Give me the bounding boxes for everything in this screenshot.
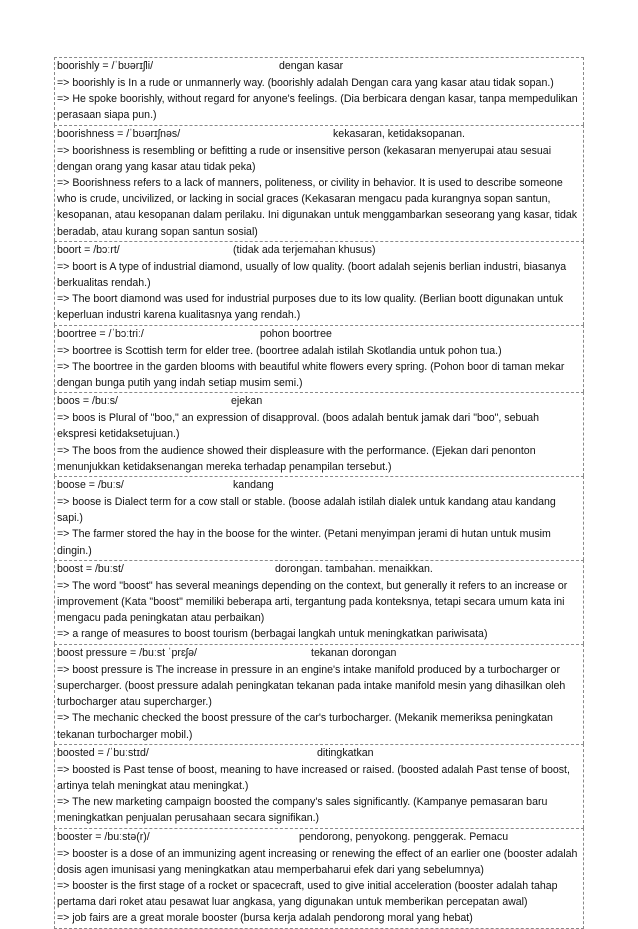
dictionary-entry [54,828,584,929]
dictionary-entry [54,392,584,476]
entry-term: boort = /bɔːrt/ [57,243,120,256]
dictionary-entry [54,57,584,125]
entry-term: boose = /buːs/ [57,479,124,492]
entry-line: => job fairs are a great morale booster (bursa kerja adalah pendorong moral yang hebat) [57,912,473,925]
entry-line: => boose is Dialect term for a cow stall or stable. (boose adalah istilah dialek untuk kandang atau kandang sapi.) [57,496,556,525]
entry-line: => The new marketing campaign boosted the company's sales significantly. (Kampanye pemasaran baru meningkatkan penjualan perusahaan secara signifikan.) [57,796,548,825]
dictionary-entry [54,560,584,644]
entry-line: => The mechanic checked the boost pressure of the car's turbocharger. (Mekanik memeriksa peningkatan tekanan turbocharger mobil.) [57,712,553,741]
entry-heading [57,326,581,343]
entry-heading [57,477,581,494]
entry-line: => boort is A type of industrial diamond, usually of low quality. (boort adalah sejenis berlian industri, biasanya berkualitas rendah.) [57,260,567,290]
entry-heading [57,126,581,143]
entry-heading [57,393,581,410]
dictionary-entry [54,476,584,560]
entry-line: => boorishness is resembling or befitting a rude or insensitive person (kekasaran menyerupai atau sesuai dengan orang yang kasar atau tidak peka) [57,144,552,173]
entry-line: => The boort diamond was used for industrial purposes due to its low quality. (Berlian boott digunakan untuk keperluan industri karena kualitasnya yang rendah.) [57,293,564,322]
entry-line: => booster is the first stage of a rocket or spacecraft, used to give initial acceleration (booster adalah tahap pertama dari roket atau pesawat luar angkasa, yang digunakan untuk memberikan percepatan awal) [57,879,558,909]
entry-meaning: pohon boortree [260,327,332,340]
entry-line: => The word "boost" has several meanings depending on the context, but generally it refers to an increase or improvement (Kata "boost" memiliki beberapa arti, tergantung pada konteksnya, tetapi secara umum kata ini mengacu pada peningkatan atau perbaikan) [57,579,568,625]
entry-meaning: kekasaran, ketidaksopanan. [333,127,465,140]
entry-meaning: tekanan dorongan [311,646,397,659]
entry-meaning: ditingkatkan [317,746,374,759]
entry-heading [57,561,581,578]
entry-meaning: ejekan [231,395,263,408]
dictionary-entry [54,241,584,325]
dictionary-entry [54,644,584,744]
dictionary-entries [54,57,584,929]
entry-term: boos = /buːs/ [57,395,118,408]
entry-line: => boorishly is In a rude or unmannerly way. (boorishly adalah Dengan cara yang kasar atau tidak sopan.) [57,77,554,89]
entry-heading [57,829,581,846]
entry-meaning: kandang [233,479,274,492]
entry-heading [57,645,581,662]
entry-heading [57,58,581,75]
dictionary-entry [54,325,584,393]
entry-line: => The boortree in the garden blooms with beautiful white flowers every spring. (Pohon boor di taman mekar dengan bunga putih yang indah setiap musim semi.) [57,360,565,390]
entry-meaning: dengan kasar [279,60,344,72]
entry-line: => a range of measures to boost tourism (berbagai langkah untuk meningkatkan pariwisata) [57,628,488,641]
entry-meaning: (tidak ada terjemahan khusus) [233,243,376,256]
entry-term: boost = /buːst/ [57,562,124,575]
entry-line: => boosted is Past tense of boost, meaning to have increased or raised. (boosted adalah Past tense of boost, artinya telah meningkat atau meningkat.) [57,763,570,792]
entry-line: => The farmer stored the hay in the boose for the winter. (Petani menyimpan jerami di hutan untuk musim dingin.) [57,528,551,557]
entry-term: boosted = /ˈbuːstɪd/ [57,746,149,759]
entry-line: => He spoke boorishly, without regard for anyone's feelings. (Dia berbicara dengan kasar, tanpa mempedulikan perasaan siapa pun.) [57,93,578,122]
entry-line: => boos is Plural of "boo," an expression of disapproval. (boos adalah bentuk jamak dari "boo", sebuah ekspresi ketidaksetujuan.) [57,412,540,441]
entry-line: => Boorishness refers to a lack of manners, politeness, or civility in behavior. It is used to describe someone who is crude, uncivilized, or lacking in social graces (Kekasaran mengacu pada kurangnya sopan santun, kesopanan, atau kesopanan dalam perilaku. Ini digunakan untuk menggambarkan seseorang yang kasar, tidak beradab, atau kurang sopan santun sosial) [57,177,578,238]
entry-heading [57,745,581,762]
entry-heading [57,242,581,259]
entry-meaning: pendorong, penyokong. penggerak. Pemacu [299,830,509,843]
entry-line: => booster is a dose of an immunizing agent increasing or renewing the effect of an earlier one (booster adalah dosis agen imunisasi yang meningkatkan atau memperbaharui efek dari yang sebelumnya) [57,847,578,876]
entry-line: => The boos from the audience showed their displeasure with the performance. (Ejekan dari penonton menunjukkan ketidaksenangan mereka terhadap penampilan tersebut.) [57,444,536,473]
entry-term: boost pressure = /buːst ˈprɛʃə/ [57,646,197,659]
dictionary-entry [54,125,584,241]
entry-term: boorishness = /ˈbʊərɪʃnəs/ [57,127,181,140]
entry-line: => boost pressure is The increase in pressure in an engine's intake manifold produced by a turbocharger or supercharger. (boost pressure adalah peningkatan tekanan pada intake manifold mesin yang dihasilkan oleh turbocharger atau supercharger.) [57,663,566,709]
entry-term: boortree = /ˈbɔːtriː/ [57,327,144,340]
dictionary-entry [54,744,584,828]
entry-term: booster = /buːstə(r)/ [57,830,150,843]
entry-line: => boortree is Scottish term for elder tree. (boortree adalah istilah Skotlandia untuk pohon tua.) [57,344,502,357]
entry-meaning: dorongan. tambahan. menaikkan. [275,562,433,575]
entry-term: boorishly = /ˈbʊərɪʃli/ [57,60,154,72]
